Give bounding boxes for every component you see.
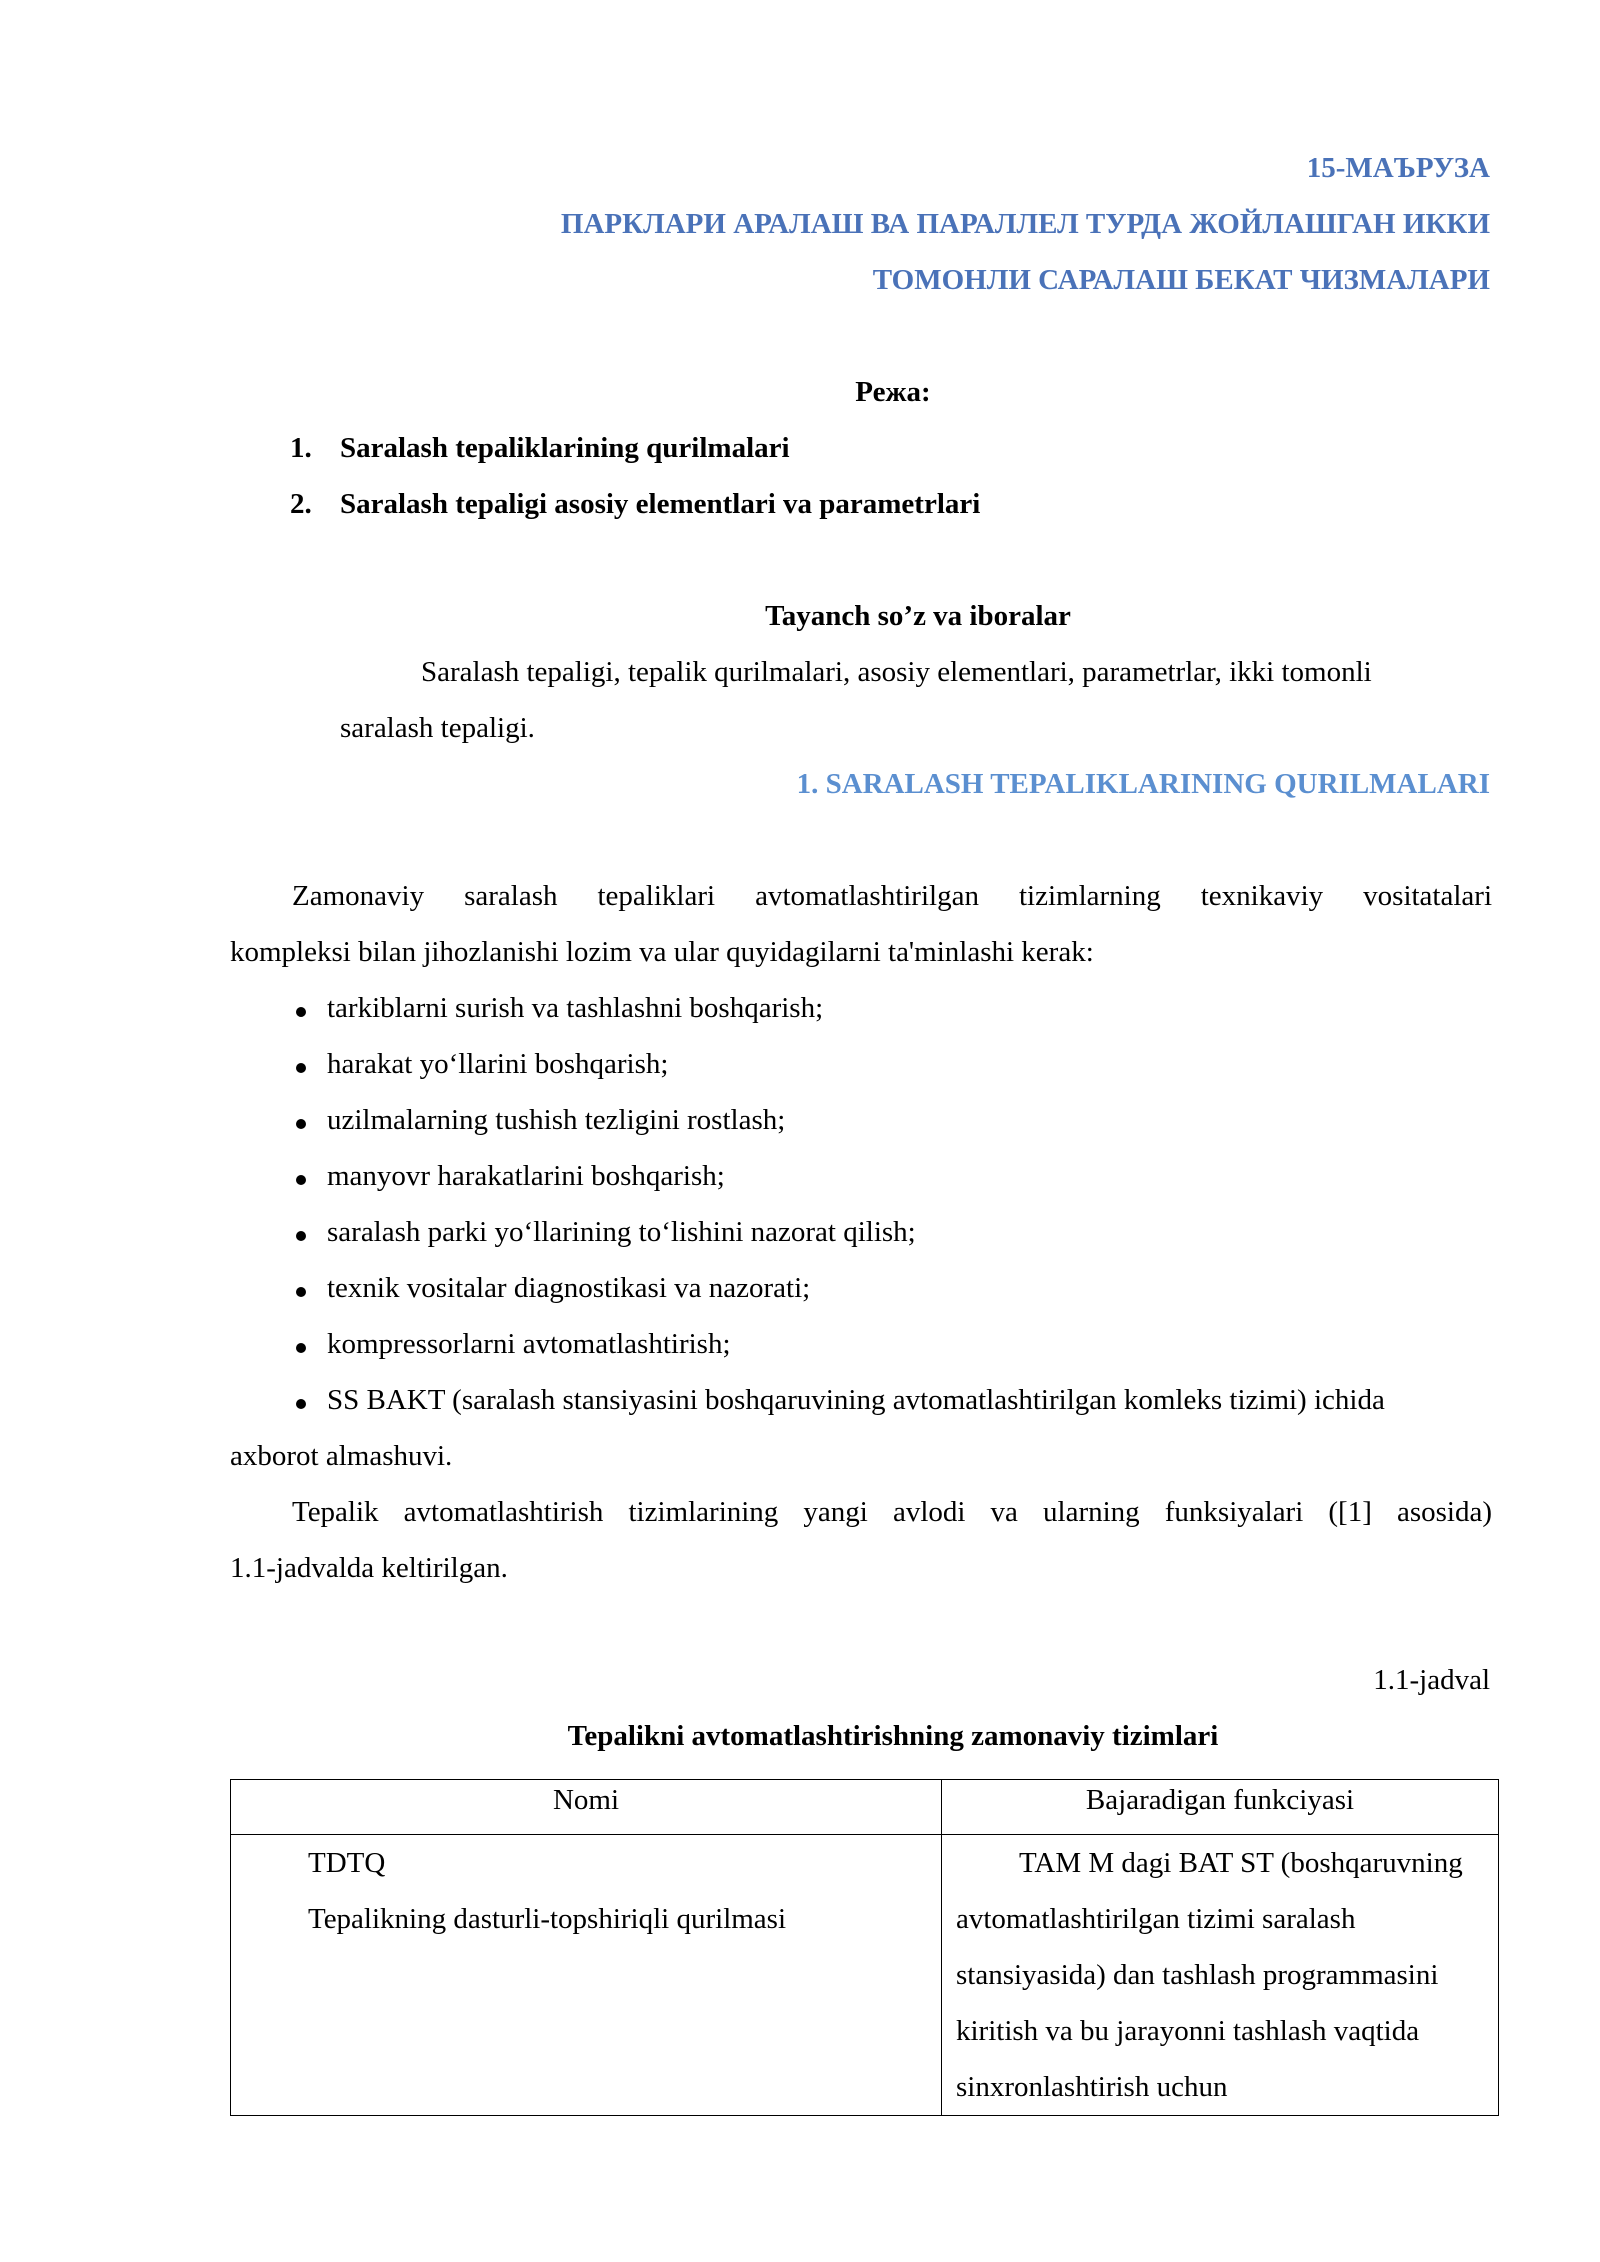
bullet-item-1: tarkiblarni surish va tashlashni boshqarish; (327, 992, 824, 1024)
section1-para2-line2: 1.1-jadvalda keltirilgan. (230, 1552, 508, 1584)
function-line-4: kiritish va bu jarayonni tashlash vaqtida (956, 2015, 1420, 2047)
bullet-dot (296, 1287, 306, 1297)
lecture-number: 15-МАЪРУЗА (1306, 152, 1490, 184)
bullet-item-8-continuation: axborot almashuvi. (230, 1440, 453, 1472)
table-header-name: Nomi (231, 1780, 942, 1835)
table-header-row (231, 1780, 1499, 1835)
bullet-dot (296, 1231, 306, 1241)
bullet-item-8: SS BAKT (saralash stansiyasini boshqaruvining avtomatlashtirilgan komleks tizimi) ichida (327, 1384, 1385, 1416)
lecture-title-line2: ТОМОНЛИ САРАЛАШ БЕКАТ ЧИЗМАЛАРИ (872, 264, 1490, 296)
function-line-1: TAM M dagi BAT ST (boshqaruvning (1019, 1847, 1463, 1879)
table-cell-name (231, 1835, 942, 2116)
table-label: 1.1-jadval (1373, 1664, 1490, 1696)
bullet-dot (296, 1063, 306, 1073)
table-row (231, 1835, 1499, 2116)
systems-table (230, 1779, 1499, 2116)
table-cell-function (942, 1835, 1499, 2116)
plan-item-2-text: Saralash tepaligi asosiy elementlari va parametrlari (340, 488, 981, 520)
section1-intro-line2: kompleksi bilan jihozlanishi lozim va ular quyidagilarni ta'minlashi kerak: (230, 936, 1094, 968)
bullet-item-5: saralash parki yo‘llarining to‘lishini nazorat qilish; (327, 1216, 916, 1248)
plan-title: Режа: (855, 376, 931, 408)
function-line-3: stansiyasida) dan tashlash programmasini (956, 1959, 1439, 1991)
bullet-dot (296, 1175, 306, 1185)
plan-item-2-number: 2. (290, 488, 312, 520)
bullet-dot (296, 1119, 306, 1129)
keywords-line1: Saralash tepaligi, tepalik qurilmalari, asosiy elementlari, parametrlar, ikki tomonli (421, 656, 1372, 688)
plan-item-1-number: 1. (290, 432, 312, 464)
table-caption: Tepalikni avtomatlashtirishning zamonaviy tizimlari (567, 1720, 1219, 1752)
bullet-dot (296, 1343, 306, 1353)
bullet-item-4: manyovr harakatlarini boshqarish; (327, 1160, 725, 1192)
function-line-5: sinxronlashtirish uchun (956, 2071, 1228, 2103)
bullet-item-6: texnik vositalar diagnostikasi va nazorati; (327, 1272, 811, 1304)
lecture-title-line1: ПАРКЛАРИ АРАЛАШ ВА ПАРАЛЛЕЛ ТУРДА ЖОЙЛАШГАН ИККИ (560, 208, 1490, 240)
bullet-item-7: kompressorlarni avtomatlashtirish; (327, 1328, 731, 1360)
bullet-item-2: harakat yo‘llarini boshqarish; (327, 1048, 669, 1080)
bullet-item-3: uzilmalarning tushish tezligini rostlash; (327, 1104, 786, 1136)
keywords-line2: saralash tepaligi. (340, 712, 535, 744)
plan-item-1-text: Saralash tepaliklarining qurilmalari (340, 432, 790, 464)
system-full-name: Tepalikning dasturli-topshiriqli qurilmasi (308, 1903, 787, 1935)
section1-title: 1. SARALASH TEPALIKLARINING QURILMALARI (796, 768, 1490, 800)
bullet-dot (296, 1007, 306, 1017)
table-header-function: Bajaradigan funkciyasi (942, 1780, 1499, 1835)
section1-para2-line1: Tepalik avtomatlashtirish tizimlarining yangi avlodi va ularning funksiyalari ([1] asosida) (292, 1496, 1492, 1528)
system-abbr: TDTQ (308, 1847, 386, 1879)
bullet-dot (296, 1399, 306, 1409)
keywords-title: Tayanch so’z va iboralar (765, 600, 1071, 632)
function-line-2: avtomatlashtirilgan tizimi saralash (956, 1903, 1356, 1935)
section1-intro-line1: Zamonaviy saralash tepaliklari avtomatlashtirilgan tizimlarning texnikaviy vositatalari (292, 880, 1492, 912)
